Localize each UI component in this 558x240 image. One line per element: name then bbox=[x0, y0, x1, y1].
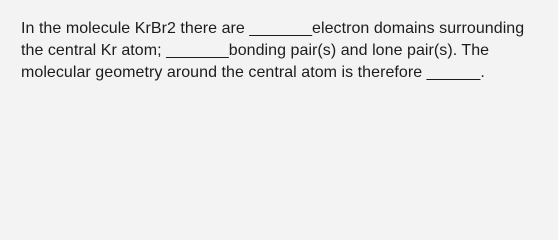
question-text: In the molecule KrBr2 there are _______electron domains surrounding the central Kr atom; _______bonding pair(s) and lone pair(s). The molecular geometry around the central atom is therefore ______. bbox=[21, 20, 525, 81]
